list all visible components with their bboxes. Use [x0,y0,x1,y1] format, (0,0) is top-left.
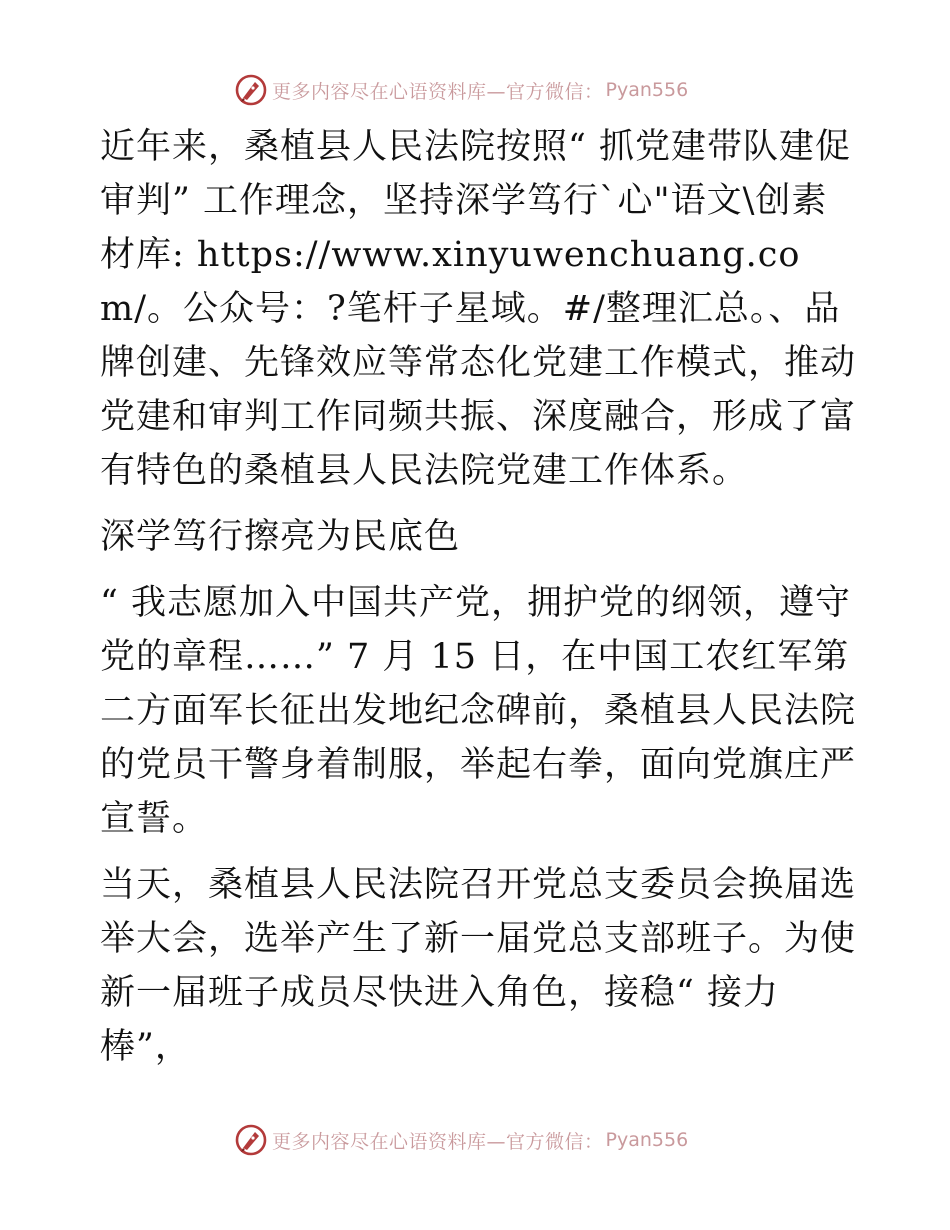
section-heading: 深学笃行擦亮为民底色 [100,517,461,557]
pen-nib-circle-icon [234,73,268,107]
paragraph-intro: 近年来，桑植县人民法院按照“ 抓党建带队建促审判” 工作理念，坚持深学笃行`心"语文\创素材库: https://www.xinyuwenchuang.com/。公众号：?笔杆子星域。#/整理汇总。、品牌创建、先锋效应等常态化党建工作模式，推动党建和审判工作同频共振、深度融合，形成了富有特色的桑植县人民法院党建工作体系。 [100,127,857,491]
watermark-header [234,70,688,110]
watermark-wechat-id: Pyan556 [605,79,689,101]
document-body [100,120,860,1074]
watermark-text: 更多内容尽在心语资料库—官方微信： [272,1130,604,1153]
pen-nib-circle-icon [234,1123,268,1157]
paragraph-election: 当天，桑植县人民法院召开党总支委员会换届选举大会，选举产生了新一届党总支部班子。为使新一届班子成员尽快进入角色，接稳“ 接力棒”， [100,865,857,1067]
paragraph-oath: “ 我志愿加入中国共产党，拥护党的纲领，遵守党的章程……” 7 月 15 日，在中国工农红军第二方面军长征出发地纪念碑前，桑植县人民法院的党员干警身着制服，举起右拳，面向党旗庄严宣誓。 [100,583,857,839]
watermark-wechat-id: Pyan556 [605,1129,689,1151]
watermark-footer [234,1120,688,1160]
watermark-text: 更多内容尽在心语资料库—官方微信： [272,80,604,103]
